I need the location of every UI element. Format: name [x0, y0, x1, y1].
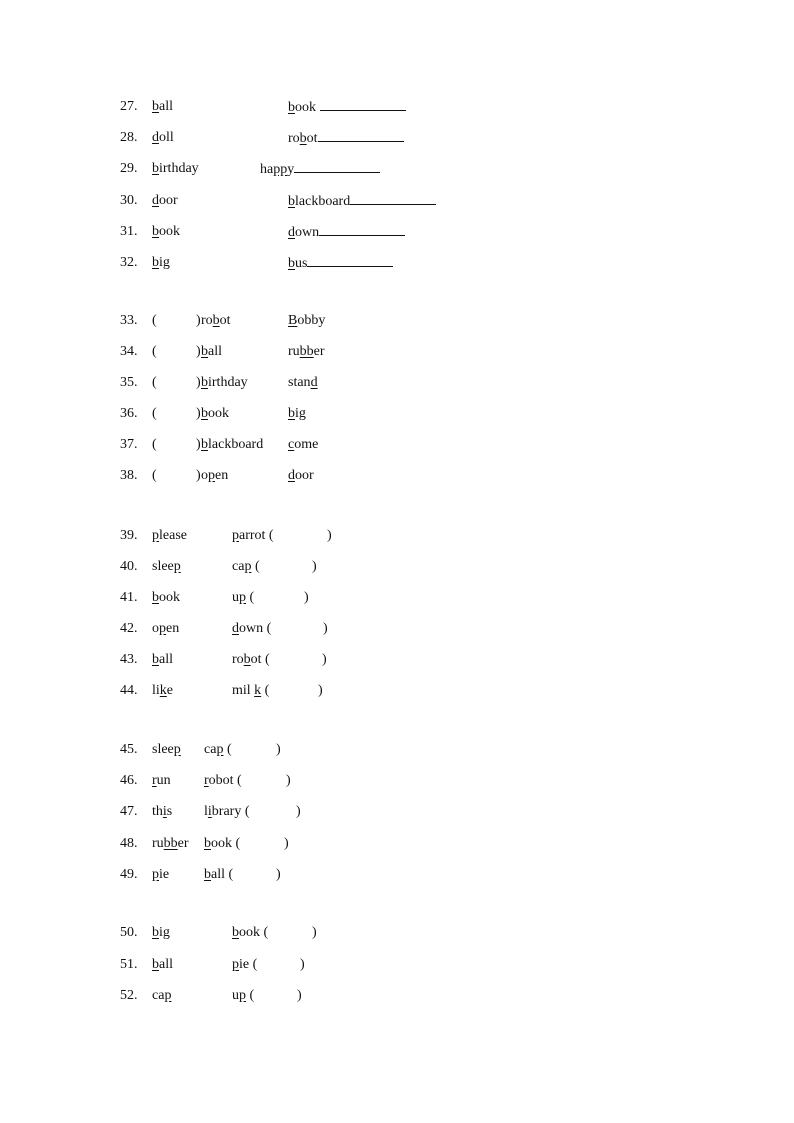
answer-paren-open: (: [152, 313, 157, 328]
question-number: 36.: [120, 406, 138, 421]
question-number: 48.: [120, 835, 138, 851]
question-number: 35.: [120, 375, 138, 390]
question-row: [0, 527, 794, 545]
word-second: mil k (: [232, 683, 270, 698]
question-number: 32.: [120, 255, 138, 270]
word-first: book: [201, 406, 229, 421]
answer-paren-open: (: [152, 468, 157, 483]
word-first: birthday: [201, 375, 248, 390]
question-number: 34.: [120, 344, 138, 359]
question-row: [0, 924, 794, 942]
question-row: [0, 223, 794, 241]
question-row: [0, 98, 794, 116]
question-number: 27.: [120, 99, 138, 114]
question-number: 38.: [120, 468, 138, 483]
word-first: ball: [152, 652, 173, 667]
question-row: [0, 589, 794, 607]
word-first: rubber: [152, 835, 189, 851]
answer-paren-close: ): [327, 528, 332, 543]
word-first: robot: [201, 313, 231, 328]
question-number: 43.: [120, 652, 138, 667]
question-row: [0, 651, 794, 669]
word-first: blackboard: [201, 437, 264, 452]
answer-paren-close: ): [196, 437, 201, 452]
answer-paren-close: ): [284, 835, 289, 851]
word-first: open: [201, 468, 229, 483]
word-second: pie (: [232, 956, 258, 972]
word-second: ball (: [204, 866, 234, 882]
answer-paren-close: ): [196, 313, 201, 328]
word-second: happy: [260, 160, 380, 179]
answer-blank[interactable]: [318, 129, 404, 142]
question-row: [0, 803, 794, 821]
question-number: 30.: [120, 192, 138, 208]
answer-blank[interactable]: [319, 223, 405, 236]
word-first: cap: [152, 988, 172, 1003]
answer-blank[interactable]: [320, 98, 406, 111]
word-second: book (: [204, 835, 241, 851]
question-row: [0, 987, 794, 1005]
answer-blank[interactable]: [294, 160, 380, 173]
question-row: [0, 343, 794, 361]
question-number: 47.: [120, 804, 138, 820]
answer-paren-close: ): [318, 683, 323, 698]
question-number: 41.: [120, 590, 138, 605]
word-second: up (: [232, 590, 255, 605]
word-second: parrot (: [232, 528, 274, 543]
word-first: doll: [152, 130, 174, 146]
word-second: cap (: [204, 742, 232, 757]
answer-paren-close: ): [312, 925, 317, 940]
word-second: book: [288, 98, 406, 117]
question-number: 39.: [120, 528, 138, 543]
answer-paren-close: ): [276, 866, 281, 882]
answer-paren-close: ): [323, 621, 328, 636]
word-second: up (: [232, 988, 255, 1003]
word-first: book: [152, 590, 180, 605]
word-first: like: [152, 683, 173, 698]
answer-paren-close: ): [304, 590, 309, 605]
word-second: library (: [204, 804, 250, 820]
answer-blank[interactable]: [307, 254, 393, 267]
answer-paren-close: ): [196, 375, 201, 390]
word-first: big: [152, 255, 170, 270]
word-first: run: [152, 773, 171, 789]
answer-paren-open: (: [152, 375, 157, 390]
question-number: 52.: [120, 988, 138, 1003]
word-first: open: [152, 621, 180, 636]
question-row: [0, 312, 794, 330]
question-number: 46.: [120, 773, 138, 789]
word-first: please: [152, 528, 187, 543]
word-first: book: [152, 223, 180, 239]
answer-paren-close: ): [300, 956, 305, 972]
word-first: ball: [152, 99, 173, 114]
question-number: 33.: [120, 313, 138, 328]
question-row: [0, 160, 794, 178]
word-first: sleep: [152, 559, 181, 574]
question-row: [0, 682, 794, 700]
word-first: this: [152, 804, 173, 820]
question-row: [0, 741, 794, 759]
question-number: 31.: [120, 223, 138, 239]
question-number: 51.: [120, 956, 138, 972]
word-second: come: [288, 437, 319, 452]
answer-paren-close: ): [286, 773, 291, 789]
question-row: [0, 129, 794, 147]
word-second: cap (: [232, 559, 260, 574]
word-first: ball: [152, 956, 173, 972]
question-number: 49.: [120, 866, 138, 882]
word-first: sleep: [152, 742, 181, 757]
question-row: [0, 405, 794, 423]
word-second: down (: [232, 621, 272, 636]
question-row: [0, 956, 794, 974]
word-first: birthday: [152, 161, 199, 177]
answer-paren-close: ): [297, 988, 302, 1003]
question-row: [0, 374, 794, 392]
word-second: door: [288, 468, 314, 483]
question-number: 50.: [120, 925, 138, 940]
answer-paren-open: (: [152, 344, 157, 359]
question-number: 37.: [120, 437, 138, 452]
question-number: 29.: [120, 161, 138, 177]
answer-paren-close: ): [312, 559, 317, 574]
question-row: [0, 467, 794, 485]
word-first: big: [152, 925, 170, 940]
question-row: [0, 436, 794, 454]
answer-paren-open: (: [152, 406, 157, 421]
word-second: bus: [288, 254, 393, 273]
question-row: [0, 620, 794, 638]
question-row: [0, 866, 794, 884]
word-second: robot: [288, 129, 404, 148]
question-row: [0, 558, 794, 576]
word-second: robot (: [232, 652, 270, 667]
word-second: blackboard: [288, 192, 436, 211]
answer-paren-close: ): [196, 468, 201, 483]
question-row: [0, 772, 794, 790]
word-second: stand: [288, 375, 318, 390]
question-row: [0, 835, 794, 853]
question-number: 42.: [120, 621, 138, 636]
question-number: 45.: [120, 742, 138, 757]
word-first: pie: [152, 866, 170, 882]
question-number: 28.: [120, 130, 138, 146]
question-number: 40.: [120, 559, 138, 574]
answer-paren-close: ): [322, 652, 327, 667]
word-first: door: [152, 192, 178, 208]
word-first: ball: [201, 344, 222, 359]
answer-blank[interactable]: [350, 192, 436, 205]
answer-paren-close: ): [196, 344, 201, 359]
answer-paren-close: ): [296, 804, 301, 820]
word-second: Bobby: [288, 313, 326, 328]
answer-paren-close: ): [276, 742, 281, 757]
word-second: robot (: [204, 773, 242, 789]
question-number: 44.: [120, 683, 138, 698]
answer-paren-close: ): [196, 406, 201, 421]
answer-paren-open: (: [152, 437, 157, 452]
question-row: [0, 192, 794, 210]
word-second: book (: [232, 925, 269, 940]
word-second: down: [288, 223, 405, 242]
question-row: [0, 254, 794, 272]
word-second: rubber: [288, 344, 325, 359]
word-second: big: [288, 406, 306, 421]
